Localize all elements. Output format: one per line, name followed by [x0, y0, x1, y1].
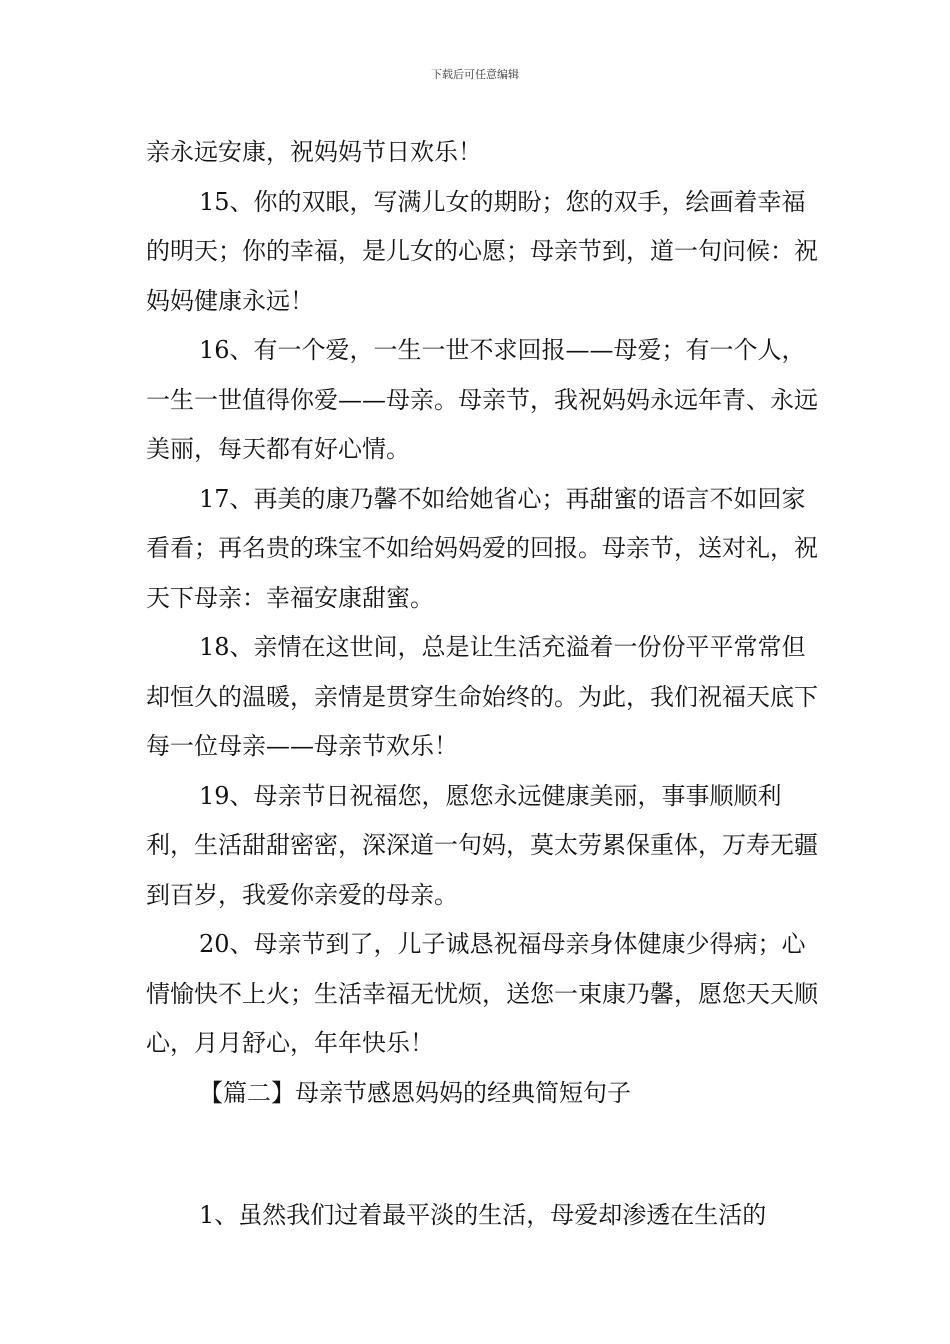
paragraph-item-19: 19、母亲节日祝福您，愿您永远健康美丽，事事顺顺利利，生活甜甜密密，深深道一句妈，莫太劳累保重体，万寿无疆到百岁，我爱你亲爱的母亲。 [146, 781, 818, 909]
paragraph-item-20: 20、母亲节到了，儿子诚恳祝福母亲身体健康少得病；心情愉快不上火；生活幸福无忧烦，送您一束康乃馨，愿您天天顺心，月月舒心，年年快乐！ [146, 930, 818, 1057]
paragraph-item-15: 15、你的双眼，写满儿女的期盼；您的双手，绘画着幸福的明天；你的幸福，是儿女的心愿；母亲节到，道一句问候：祝妈妈健康永远！ [146, 187, 818, 315]
paragraph-item-18: 18、亲情在这世间，总是让生活充溢着一份份平平常常但却恒久的温暖，亲情是贯穿生命始终的。为此，我们祝福天底下每一位母亲——母亲节欢乐！ [146, 633, 818, 760]
section-spacer [146, 1118, 826, 1191]
section-paragraph-item-1: 1、虽然我们过着最平淡的生活，母爱却渗透在生活的 [199, 1201, 767, 1229]
paragraph-item-16: 16、有一个爱，一生一世不求回报——母爱；有一个人，一生一世值得你爱——母亲。母亲节，我祝妈妈永远年青、永远美丽，每天都有好心情。 [146, 336, 818, 463]
document-body [146, 128, 826, 1241]
paragraph-continuation: 亲永远安康，祝妈妈节日欢乐！ [146, 138, 482, 166]
paragraph-item-17: 17、再美的康乃馨不如给她省心；再甜蜜的语言不如回家看看；再名贵的珠宝不如给妈妈爱的回报。母亲节，送对礼，祝天下母亲：幸福安康甜蜜。 [146, 484, 818, 612]
section-heading: 【篇二】母亲节感恩妈妈的经典简短句子 [199, 1078, 631, 1107]
page-header-note: 下载后可任意编辑 [431, 68, 519, 81]
